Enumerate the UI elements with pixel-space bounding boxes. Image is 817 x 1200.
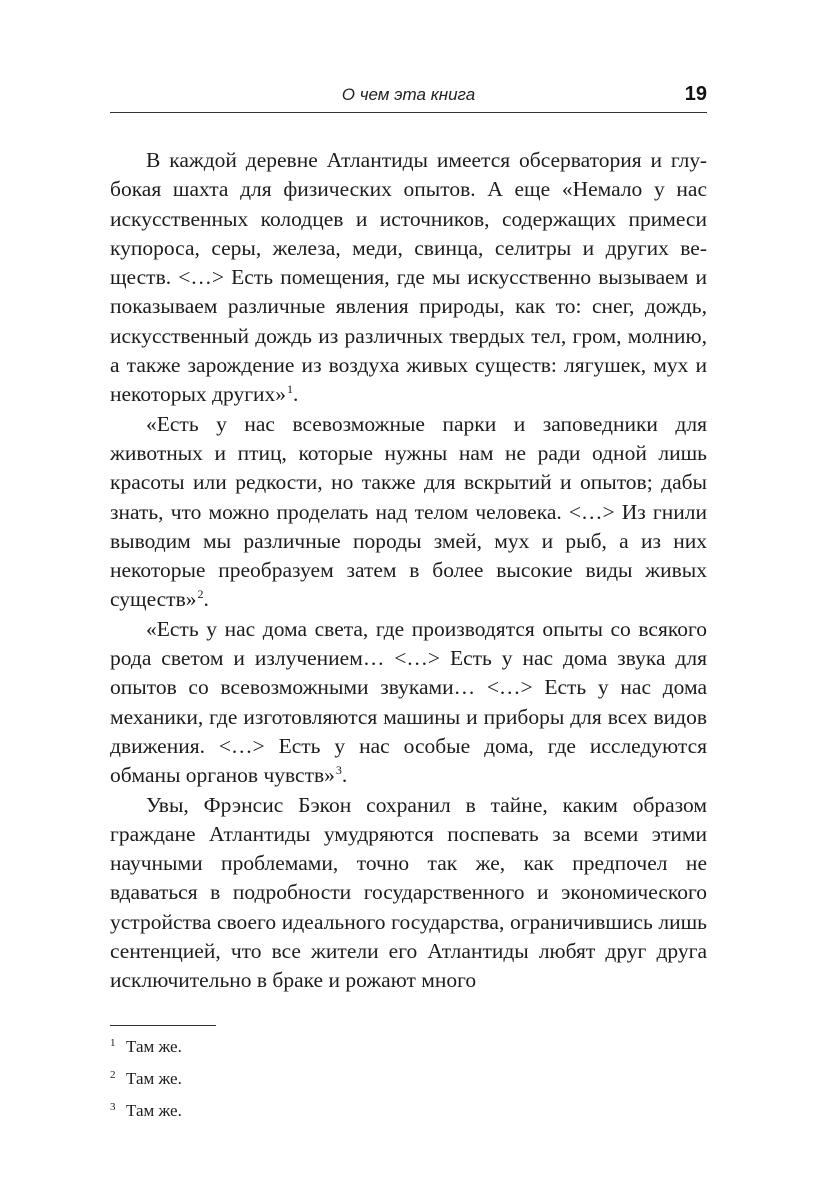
line: В каждой деревне Атлантиды имеется обсерватория и глу [146, 148, 707, 172]
line: «Есть у нас дома света, где производятся опыты со всякого [146, 616, 707, 641]
footnotes [110, 1032, 707, 1128]
body-text [110, 146, 707, 996]
line: обманы органов чувств» [110, 763, 335, 788]
line: живых существ» [110, 558, 707, 612]
line: «Есть у нас всевозможные парки и заповедники для [146, 411, 707, 436]
header-rule [110, 112, 707, 113]
line: видов движения. <…> Есть у нас особые дома, где исследуются [110, 704, 707, 758]
running-title: О чем эта книга [341, 85, 476, 104]
footnote-text: Там же. [126, 1069, 182, 1088]
line: купороса, серы, железа, меди, свинца, селитры и других ве [110, 235, 707, 260]
line: бокая шахта для физических опытов. А еще «Немало у нас [110, 177, 707, 202]
line: животных и птиц, которые нужны нам не ради одной лишь [110, 440, 707, 465]
running-head [110, 83, 707, 111]
line: нию, а также зарождение из воздуха живых существ: лягушек, [110, 323, 707, 378]
line: вдаваться в подробности государственного и экономиче [110, 880, 659, 905]
footnote-reference: 2 [197, 587, 204, 602]
footnote-text: Там же. [126, 1037, 182, 1056]
footnote-reference: 1 [287, 382, 294, 397]
line: а из них некоторые преобразуем затем в более высокие виды [110, 528, 707, 583]
line: ского устройства своего идеального государства, ограни [110, 880, 707, 934]
footnote-reference: 3 [335, 763, 342, 778]
line: Из гнили выводим мы различные породы змей, мух и рыб, [110, 499, 707, 553]
line-end: . [341, 763, 348, 788]
paragraph [110, 146, 707, 410]
line: рода светом и излучением… <…> Есть у нас дома звука для [110, 646, 707, 671]
line: Увы, Фрэнсис Бэкон сохранил в тайне, каким образом [146, 792, 707, 817]
line: мух и некоторых других» [110, 353, 707, 407]
line: опытов со всевозможными звуками… <…> Есть у нас дома [110, 675, 707, 700]
line: любят друг друга исключительно в браке и рожают много [110, 939, 707, 993]
footnote-mark: 3 [110, 1101, 116, 1113]
paragraph [110, 791, 707, 996]
paragraph [110, 615, 707, 791]
line: граждане Атлантиды умудряются поспевать за всеми эти [110, 821, 682, 846]
line: искусственный дождь из различных твердых тел, гром, мол [110, 323, 663, 348]
footnote [110, 1096, 707, 1128]
line: красоты или редкости, но также для вскрытий и опытов; [110, 470, 662, 495]
page-number: 19 [684, 83, 707, 105]
footnote-text: Там же. [126, 1101, 182, 1120]
footnote-rule [110, 1025, 216, 1026]
paragraph [110, 410, 707, 615]
line: механики, где изготовляются машины и приборы для всех [110, 704, 654, 729]
line: и показываем различные явления природы, как то: снег, дождь, [110, 265, 707, 319]
footnote-mark: 1 [110, 1037, 116, 1049]
line: ществ. <…> Есть помещения, где мы искусственно вызываем [110, 265, 696, 290]
footnote [110, 1064, 707, 1096]
line-end: . [203, 587, 209, 612]
footnote-mark: 2 [110, 1069, 116, 1081]
line-end: . [293, 382, 299, 407]
line: дабы знать, что можно проделать над телом человека. <…> [110, 470, 707, 524]
footnote [110, 1032, 707, 1064]
line: искусственных колодцев и источников, содержащих примеси [110, 206, 707, 231]
line: ми научными проблемами, точно так же, как предпочел не [110, 821, 707, 876]
line: чившись лишь сентенцией, что все жители его Атлантиды [110, 909, 707, 964]
